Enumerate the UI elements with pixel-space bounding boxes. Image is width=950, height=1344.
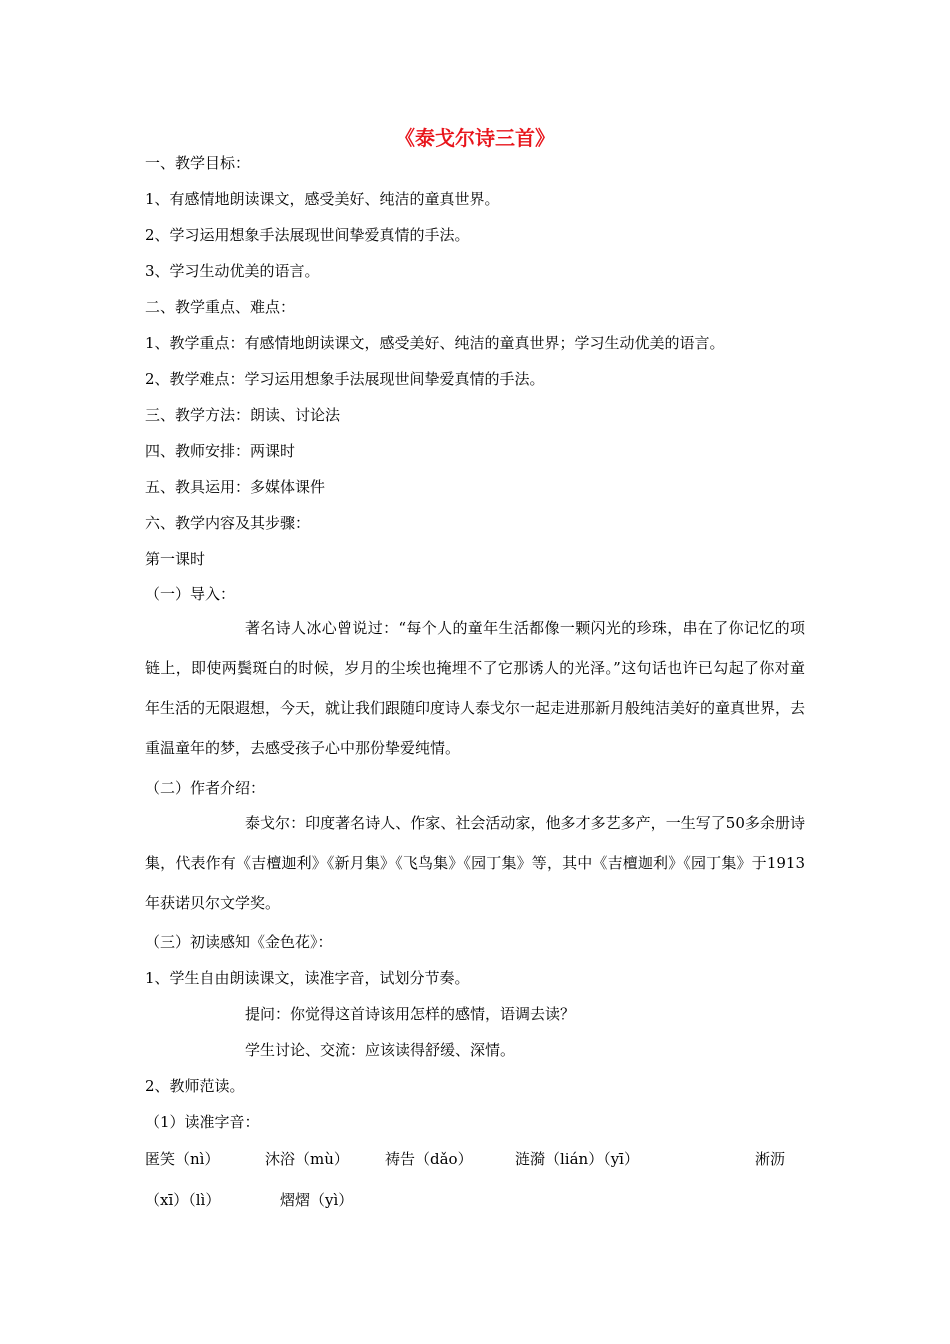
pinyin-word: 祷告（dǎo） [385,1150,473,1168]
pinyin-word: （xī）（lì） [145,1191,221,1209]
section-heading-schedule: 四、教师安排：两课时 [145,442,296,460]
subsection-heading-author: （二）作者介绍： [145,779,266,797]
section-heading-tools: 五、教具运用：多媒体课件 [145,478,326,496]
subsection-heading-intro: （一）导入： [145,585,236,603]
section-heading-content: 六、教学内容及其步骤： [145,514,311,532]
difficult-point-item: 2、教学难点：学习运用想象手法展现世间挚爱真情的手法。 [145,370,545,388]
pinyin-word: 淅沥 [755,1150,786,1168]
pinyin-word: 涟漪（lián）（yī） [515,1150,639,1168]
section-heading-objectives: 一、教学目标： [145,154,251,172]
pinyin-word: 沐浴（mù） [265,1150,349,1168]
subsection-heading-first-reading: （三）初读感知《金色花》： [145,933,333,951]
author-paragraph: 泰戈尔：印度著名诗人、作家、社会活动家，他多才多艺多产，一生写了50多余册诗集，代表作有《吉檀迦利》《新月集》《飞鸟集》《园丁集》等，其中《吉檀迦利》《园丁集》于1913年获诺贝尔文学奖。 [145,814,805,912]
question-line: 提问：你觉得这首诗该用怎样的感情，语调去读？ [245,1005,576,1023]
pinyin-word: 匿笑（nì） [145,1150,220,1168]
pronunciation-heading: （1）读准字音： [145,1113,260,1131]
lesson-heading: 第一课时 [145,550,206,568]
key-point-item: 1、教学重点：有感情地朗读课文，感受美好、纯洁的童真世界；学习生动优美的语言。 [145,334,725,352]
objective-item-2: 2、学习运用想象手法展现世间挚爱真情的手法。 [145,226,470,244]
pinyin-word: 熠熠（yì） [280,1191,354,1209]
reading-step-1: 1、学生自由朗读课文，读准字音，试划分节奏。 [145,969,470,987]
document-title: 《泰戈尔诗三首》 [395,126,555,150]
reading-step-2: 2、教师范读。 [145,1077,245,1095]
objective-item-1: 1、有感情地朗读课文，感受美好、纯洁的童真世界。 [145,190,500,208]
section-heading-methods: 三、教学方法：朗读、讨论法 [145,406,341,424]
intro-paragraph: 著名诗人冰心曾说过：“每个人的童年生活都像一颗闪光的珍珠，串在了你记忆的项链上，即使两鬓斑白的时候，岁月的尘埃也掩埋不了它那诱人的光泽。”这句话也许已勾起了你对童年生活的无限遐想，今天，就让我们跟随印度诗人泰戈尔一起走进那新月般纯洁美好的童真世界，去重温童年的梦，去感受孩子心中那份挚爱纯情。 [145,619,806,757]
section-heading-key-points: 二、教学重点、难点： [145,298,296,316]
discussion-line: 学生讨论、交流：应该读得舒缓、深情。 [245,1041,516,1059]
objective-item-3: 3、学习生动优美的语言。 [145,262,320,280]
